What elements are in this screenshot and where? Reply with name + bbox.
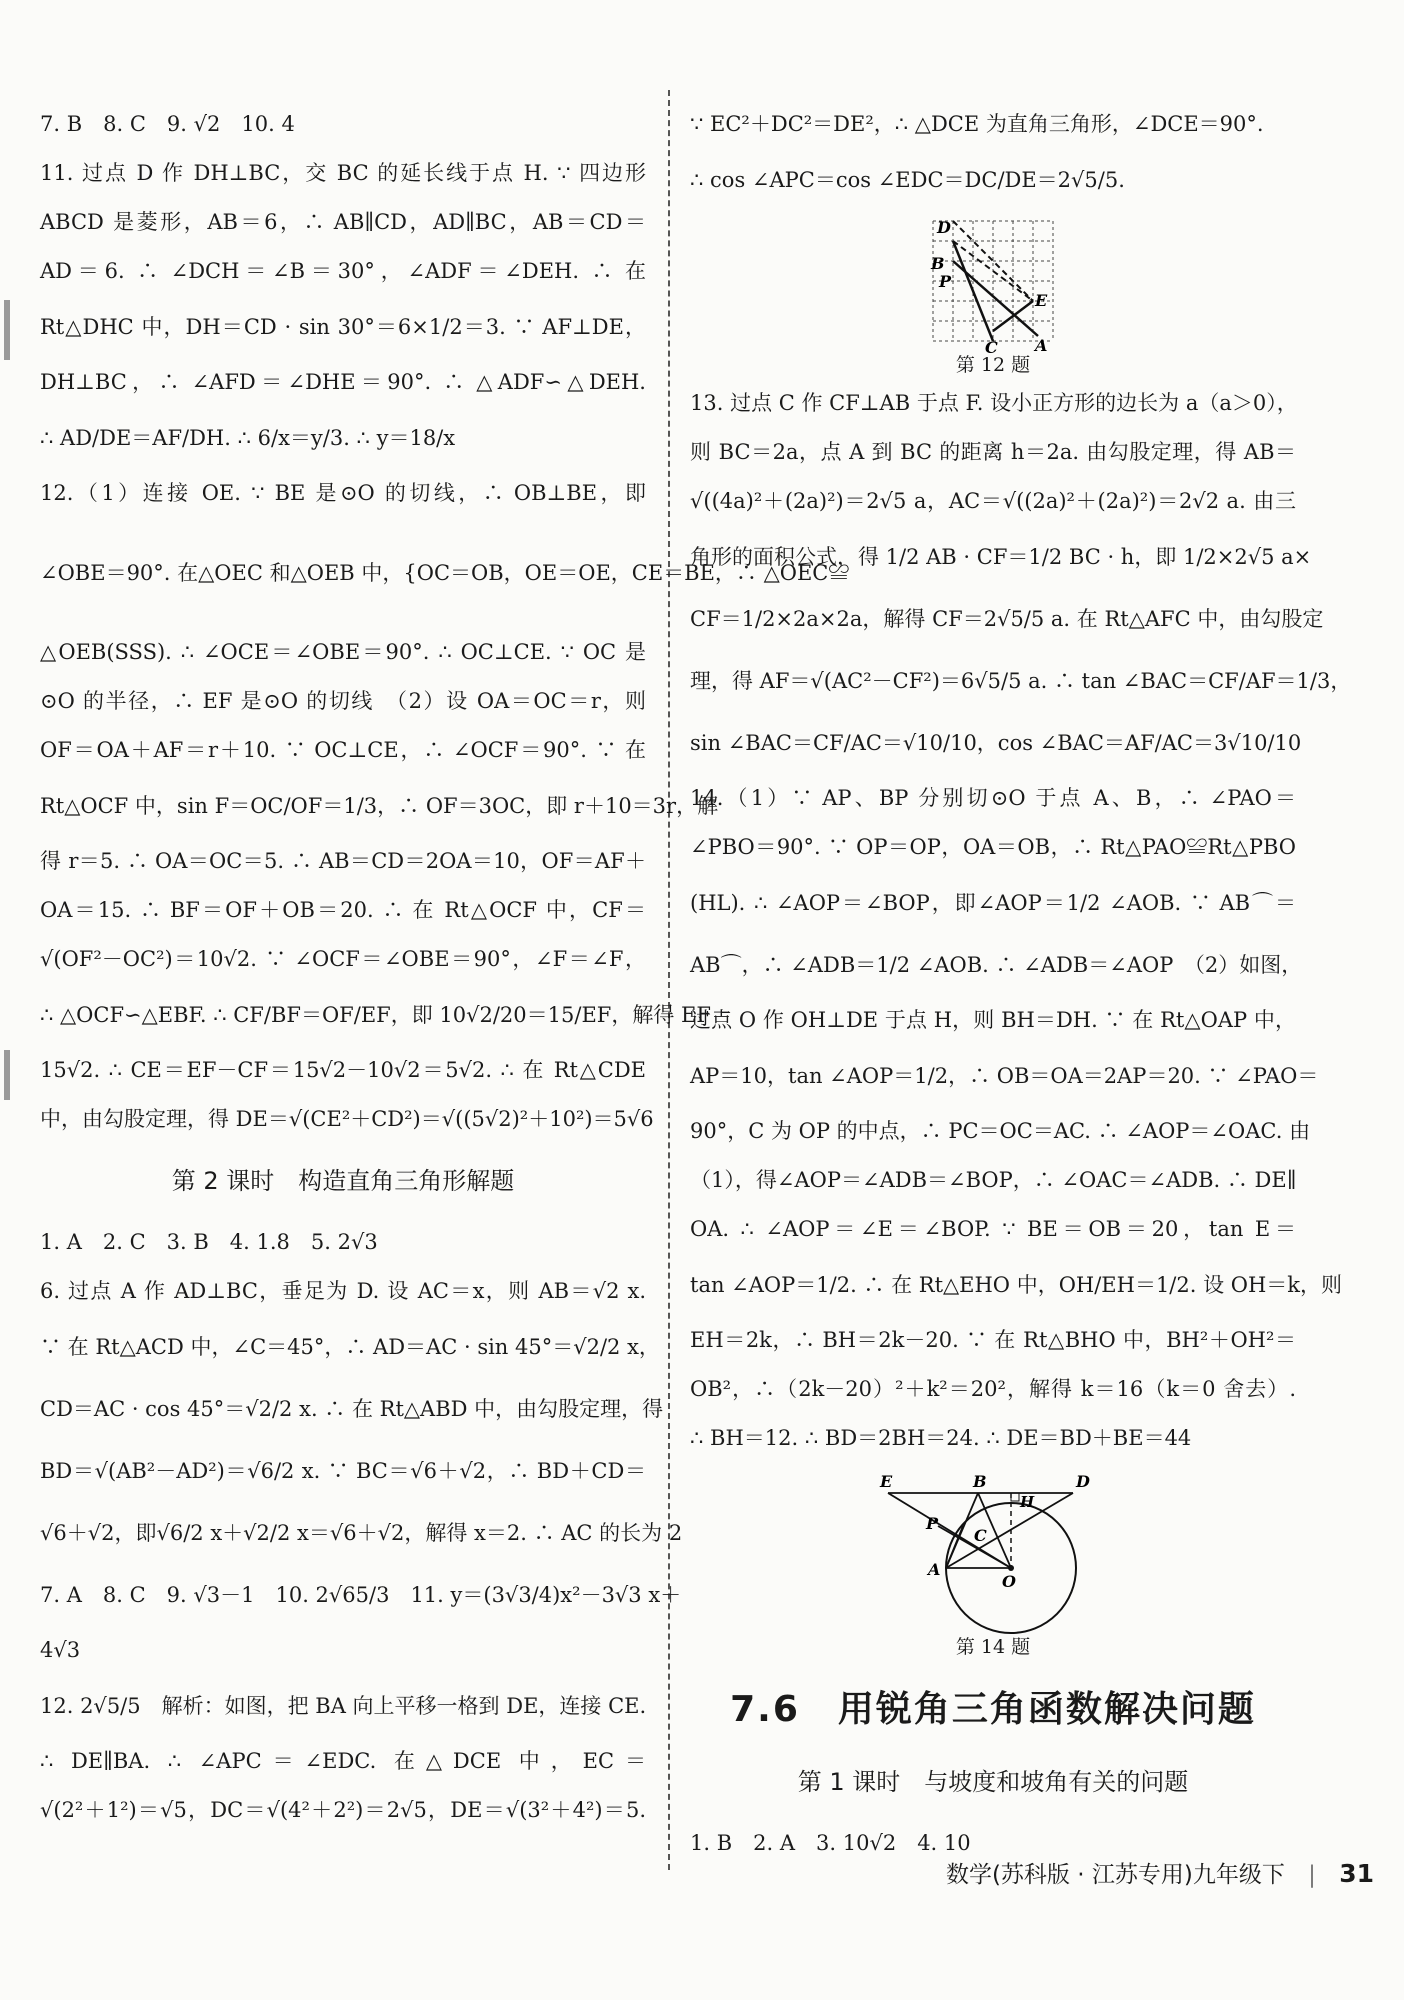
answer-line: ∵ EC²＋DC²＝DE²，∴ △DCE 为直角三角形，∠DCE＝90°. xyxy=(690,112,1264,136)
answer-line: √(OF²－OC²)＝10√2. ∵ ∠OCF＝∠OBE＝90°，∠F＝∠F， xyxy=(40,947,646,971)
answer-line: 则 BC＝2a，点 A 到 BC 的距离 h＝2a. 由勾股定理，得 AB＝ xyxy=(690,440,1296,464)
point-label: A xyxy=(928,1560,941,1579)
answer-line: sin ∠BAC＝CF/AC＝√10/10，cos ∠BAC＝AF/AC＝3√10/10 xyxy=(690,731,1302,755)
answer-line: OF＝OA＋AF＝r＋10. ∵ OC⊥CE，∴ ∠OCF＝90°. ∵ 在 xyxy=(40,738,646,762)
answer-line: CD＝AC · cos 45°＝√2/2 x. ∴ 在 Rt△ABD 中，由勾股定理，得 xyxy=(40,1397,664,1421)
answer-line: ∵ 在 Rt△ACD 中，∠C＝45°，∴ AD＝AC · sin 45°＝√2/2 x， xyxy=(40,1335,660,1359)
margin-mark xyxy=(4,300,10,360)
point-label: D xyxy=(937,218,951,237)
answer-line: Rt△DHC 中，DH＝CD · sin 30°＝6×1/2＝3. ∵ AF⊥DE， xyxy=(40,315,646,339)
answer-line: tan ∠AOP＝1/2. ∴ 在 Rt△EHO 中，OH/EH＝1/2. 设 OH＝k，则 xyxy=(690,1273,1343,1297)
answer-line: ∴ DE∥BA. ∴ ∠APC＝∠EDC. 在△DCE 中，EC＝ xyxy=(40,1749,646,1773)
answer-line: EH＝2k，∴ BH＝2k－20. ∵ 在 Rt△BHO 中，BH²＋OH²＝ xyxy=(690,1328,1296,1352)
answer-line: 理，得 AF＝√(AC²－CF²)＝6√5/5 a. ∴ tan ∠BAC＝CF/AF＝1/3， xyxy=(690,669,1352,693)
left-column xyxy=(40,100,850,1835)
point-label: C xyxy=(974,1526,987,1545)
grid-diagram xyxy=(923,211,1063,357)
point-label: P xyxy=(926,1514,939,1533)
answer-line: 1. B 2. A 3. 10√2 4. 10 xyxy=(690,1831,971,1855)
point-label: E xyxy=(1035,291,1048,310)
point-label: H xyxy=(1020,1493,1035,1511)
answer-line: DH⊥BC，∴ ∠AFD＝∠DHE＝90°. ∴ △ADF∽△DEH. xyxy=(40,370,646,394)
answer-line: （1），得∠AOP＝∠ADB＝∠BOP，∴ ∠OAC＝∠ADB. ∴ DE∥ xyxy=(690,1168,1297,1192)
point-label: O xyxy=(1002,1572,1016,1591)
answer-line: ∴ BH＝12. ∴ BD＝2BH＝24. ∴ DE＝BD＋BE＝44 xyxy=(690,1426,1192,1450)
answer-line: AD＝6. ∴ ∠DCH＝∠B＝30°，∠ADF＝∠DEH. ∴ 在 xyxy=(40,259,646,283)
answer-line: 13. 过点 C 作 CF⊥AB 于点 F. 设小正方形的边长为 a（a＞0）， xyxy=(690,391,1298,415)
answer-line: 6. 过点 A 作 AD⊥BC，垂足为 D. 设 AC＝x，则 AB＝√2 x. xyxy=(40,1279,646,1303)
book-title: 数学(苏科版 · 江苏专用)九年级下 xyxy=(945,1862,1285,1888)
answer-line: BD＝√(AB²－AD²)＝√6/2 x. ∵ BC＝√6＋√2，∴ BD＋CD＝ xyxy=(40,1459,646,1483)
circle-diagram xyxy=(878,1463,1108,1633)
margin-mark xyxy=(4,1050,10,1100)
answer-line: ∴ cos ∠APC＝cos ∠EDC＝DC/DE＝2√5/5. xyxy=(690,168,1125,192)
answer-line: 12.（1）连接 OE. ∵ BE 是⊙O 的切线，∴ OB⊥BE，即 xyxy=(40,481,646,505)
answer-line: √((4a)²＋(2a)²)＝2√5 a，AC＝√((2a)²＋(2a)²)＝2√2 a. 由三 xyxy=(690,489,1296,513)
answer-line: ∠PBO＝90°. ∵ OP＝OP，OA＝OB，∴ Rt△PAO≌Rt△PBO xyxy=(690,835,1296,859)
point-label: D xyxy=(1076,1472,1090,1491)
answer-line: ∴ AD/DE＝AF/DH. ∴ 6/x＝y/3. ∴ y＝18/x xyxy=(40,426,456,450)
answer-line: √6＋√2，即√6/2 x＋√2/2 x＝√6＋√2，解得 x＝2. ∴ AC 的长为 2 xyxy=(40,1521,683,1545)
figure-14 xyxy=(878,1463,1108,1633)
answer-line: 15√2. ∴ CE＝EF－CF＝15√2－10√2＝5√2. ∴ 在 Rt△CDE xyxy=(40,1058,646,1082)
answer-line: Rt△OCF 中，sin F＝OC/OF＝1/3，∴ OF＝3OC，即 r＋10＝3r，解 xyxy=(40,794,719,818)
answer-line: ⊙O 的半径，∴ EF 是⊙O 的切线 （2）设 OA＝OC＝r，则 xyxy=(40,689,646,713)
answer-line: CF＝1/2×2a×2a，解得 CF＝2√5/5 a. 在 Rt△AFC 中，由勾股定 xyxy=(690,607,1324,631)
figure-12 xyxy=(923,211,1063,357)
lesson-heading: 第 2 课时 构造直角三角形解题 xyxy=(171,1167,515,1195)
answer-line: 7. B 8. C 9. √2 10. 4 xyxy=(40,112,295,136)
lesson-heading: 第 1 课时 与坡度和坡角有关的问题 xyxy=(797,1768,1189,1796)
right-column xyxy=(690,100,1352,1868)
section-title: 7.6 用锐角三角函数解决问题 xyxy=(730,1689,1256,1730)
answer-line: 4√3 xyxy=(40,1638,81,1662)
answer-line: OA＝15. ∴ BF＝OF＋OB＝20. ∴ 在 Rt△OCF 中，CF＝ xyxy=(40,898,646,922)
page-footer xyxy=(946,1856,1374,1889)
answer-line: 7. A 8. C 9. √3－1 10. 2√65/3 11. y＝(3√3/4)x²－3√3 x＋ xyxy=(40,1583,682,1607)
answer-line: AB⌒，∴ ∠ADB＝1/2 ∠AOB. ∴ ∠ADB＝∠AOP （2）如图， xyxy=(690,953,1303,977)
point-label: B xyxy=(973,1472,987,1491)
answer-line: 中，由勾股定理，得 DE＝√(CE²＋CD²)＝√((5√2)²＋10²)＝5√6 xyxy=(40,1107,654,1131)
answer-line: ∴ △OCF∽△EBF. ∴ CF/BF＝OF/EF，即 10√2/20＝15/EF，解得 EF＝ xyxy=(40,1003,732,1027)
answer-line: 角形的面积公式，得 1/2 AB · CF＝1/2 BC · h，即 1/2×2√5 a× xyxy=(690,545,1312,569)
answer-line: AP＝10，tan ∠AOP＝1/2，∴ OB＝OA＝2AP＝20. ∵ ∠PAO＝ xyxy=(690,1064,1319,1088)
answer-line: 90°，C 为 OP 的中点，∴ PC＝OC＝AC. ∴ ∠AOP＝∠OAC. 由 xyxy=(690,1119,1311,1143)
point-label: A xyxy=(1035,336,1048,355)
answer-line: 1. A 2. C 3. B 4. 1.8 5. 2√3 xyxy=(40,1230,378,1254)
answer-line: △OEB(SSS). ∴ ∠OCE＝∠OBE＝90°. ∴ OC⊥CE. ∵ OC 是 xyxy=(40,640,646,664)
answer-line: 得 r＝5. ∴ OA＝OC＝5. ∴ AB＝CD＝2OA＝10，OF＝AF＋ xyxy=(40,849,646,873)
point-label: C xyxy=(985,338,998,357)
answer-line: 12. 2√5/5 解析：如图，把 BA 向上平移一格到 DE，连接 CE. xyxy=(40,1694,647,1718)
answer-line: 14.（1）∵ AP、BP 分别切⊙O 于点 A、B，∴ ∠PAO＝ xyxy=(690,786,1296,810)
point-label: B xyxy=(931,254,945,273)
answer-line: ∠OBE＝90°. 在△OEC 和△OEB 中，{OC＝OB，OE＝OE，CE＝BE，∴ △OEC≌ xyxy=(40,561,850,585)
point-label: P xyxy=(939,272,952,291)
answer-line: OA. ∴ ∠AOP＝∠E＝∠BOP. ∵ BE＝OB＝20，tan E＝ xyxy=(690,1217,1296,1241)
figure-caption: 第 14 题 xyxy=(955,1636,1031,1658)
answer-line: √(2²＋1²)＝√5，DC＝√(4²＋2²)＝2√5，DE＝√(3²＋4²)＝5. xyxy=(40,1798,646,1822)
answer-line: (HL). ∴ ∠AOP＝∠BOP，即∠AOP＝1/2 ∠AOB. ∵ AB⌒＝ xyxy=(690,891,1296,915)
answer-line: 过点 O 作 OH⊥DE 于点 H，则 BH＝DH. ∵ 在 Rt△OAP 中， xyxy=(690,1008,1296,1032)
footer-separator: | xyxy=(1308,1862,1316,1888)
figure-caption: 第 12 题 xyxy=(955,354,1031,376)
point-label: E xyxy=(880,1472,893,1491)
answer-line: OB²，∴（2k－20）²＋k²＝20²，解得 k＝16（k＝0 舍去）. xyxy=(690,1377,1296,1401)
page-number: 31 xyxy=(1339,1859,1374,1888)
answer-line: 11. 过点 D 作 DH⊥BC，交 BC 的延长线于点 H. ∵ 四边形 xyxy=(40,161,646,185)
answer-line: ABCD 是菱形，AB＝6，∴ AB∥CD，AD∥BC，AB＝CD＝ xyxy=(40,210,646,234)
